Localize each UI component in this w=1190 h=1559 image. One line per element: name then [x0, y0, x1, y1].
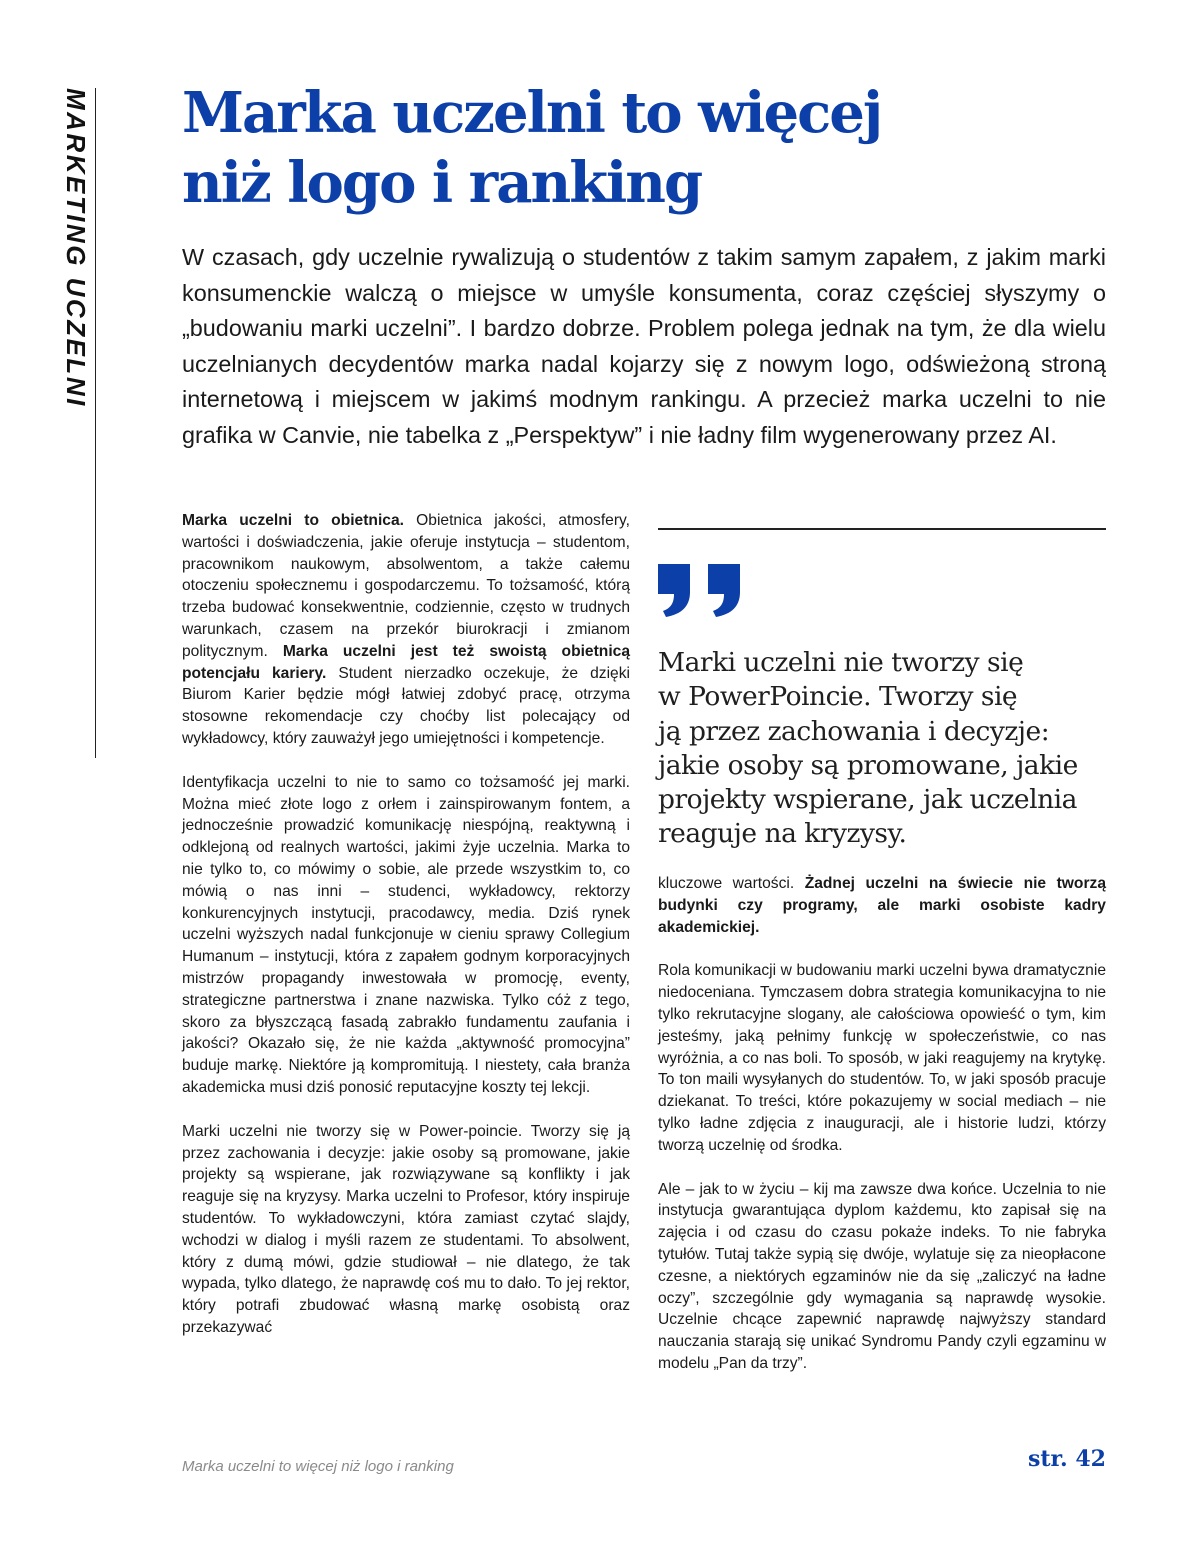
right-p1-bold: Żadnej uczelni na świecie nie tworzą budynki czy programy, ale marki osobiste kadry akademickiej.	[658, 875, 1106, 936]
pull-quote-line: projekty wspierane, jak uczelnia	[658, 784, 1077, 816]
right-column	[658, 873, 1106, 1397]
right-paragraph-1	[658, 873, 1106, 938]
left-paragraph-2: Identyfikacja uczelni to nie to samo co tożsamość jej marki. Można mieć złote logo z orłem i zainspirowanym fontem, a jednocześnie prowadzić komunikację niespójną, reaktywną i odklejoną od realnych wartości, jakimi żyje uczelnia. Marka to nie tylko to, co mówimy o sobie, ale przede wszystkim to, co mówią o nas inni – studenci, wykładowcy, rektorzy konkurencyjnych instytucji, pracodawcy, media. Dziś rynek uczelni wyższych nadal funkcjonuje w cieniu sprawy Collegium Humanum – instytucji, która z zapałem godnym korporacyjnych mistrzów propagandy inwestowała w promocję, eventy, strategiczne partnerstwa i znane nazwiska. Tylko cóż z tego, skoro za błyszczącą fasadą zabrakło fundamentu zaufania i jakości? Okazało się, że nie każda „aktywność promocyjna” buduje markę. Niektóre ją kompromitują. I niestety, cała branża akademicka musi dziś ponosić reputacyjne koszty tej lekcji.	[182, 773, 630, 1096]
left-paragraph-3: Marki uczelni nie tworzy się w Power-poincie. Tworzy się ją przez zachowania i decyzje: jakie osoby są promowane, jakie projekty są wspierane, jak rozwiązywane są konflikty i jak reaguje się na kryzysy. Marka uczelni to Profesor, który inspiruje studentów. To wykładowczyni, która zamiast czytać slajdy, wchodzi w dialog i myśli razem ze studentami. To absolwent, który z dumą mówi, gdzie studiował – nie dlatego, że tak wypada, tylko dlatego, że naprawdę coś mu to dało. To jej rektor, który potrafi zbudować własną markę osobistą oraz przekazywać	[182, 1122, 630, 1336]
pull-quote-line: jakie osoby są promowane, jakie	[658, 749, 1078, 781]
article-title-line-2: niż logo i ranking	[182, 150, 702, 216]
quote-comma-icon	[706, 562, 742, 618]
left-paragraph-1	[182, 510, 630, 750]
right-paragraph-2: Rola komunikacji w budowaniu marki uczelni bywa dramatycznie niedoceniana. Tymczasem dobra strategia komunikacyjna to nie tylko rekrutacyjne slogany, ale całościowa opowieść o tym, kim jesteśmy, jaką pełnimy funkcję w społeczeństwie, co nas wyróżnia, a co nas boli. To sposób, w jaki reagujemy na krytykę. To ton maili wysyłanych do studentów. To, w jaki sposób pracuje dziekanat. To treści, które pokazujemy w social mediach – nie tylko ładne zdjęcia z inauguracji, ale i historie ludzi, którzy tworzą uczelnię od środka.	[658, 962, 1106, 1154]
pull-quote-divider	[658, 528, 1106, 530]
right-paragraph-3: Ale – jak to w życiu – kij ma zawsze dwa końce. Uczelnia to nie instytucja gwarantująca dyplom każdemu, kto zapisał się na zajęcia i od czasu do czasu pokaże indeks. To nie fabryka tytułów. Tutaj także sypią się dwóje, wylatuje się za nieopłacone czesne, a niektórych egzaminów nie da się „zaliczyć na ładne oczy”, szczególnie gdy wymagania są naprawdę wysokie. Uczelnie chcące zapewnić naprawdę najwyższy standard nauczania starają się unikać Syndromu Pandy czyli egzaminu w modelu „Pan da trzy”.	[658, 1180, 1106, 1372]
article-title-line-1: Marka uczelni to więcej	[182, 80, 882, 146]
article-title	[182, 78, 1082, 218]
page-number: str. 42	[1027, 1446, 1106, 1472]
quote-comma-icon	[656, 562, 692, 618]
lead-paragraph: W czasach, gdy uczelnie rywalizują o studentów z takim samym zapałem, z jakim marki konsumenckie walczą o miejsce w umyśle konsumenta, coraz częściej słyszymy o „budowaniu marki uczelni”. I bardzo dobrze. Problem polega jednak na tym, że dla wielu uczelnianych decydentów marka nadal kojarzy się z nowym logo, odświeżoną stroną internetową i miejscem w jakimś modnym rankingu. A przecież marka uczelni to nie grafika w Canvie, nie tabelka z „Perspektyw” i nie ładny film wygenerowany przez AI.	[182, 244, 1106, 448]
closing-double-quote-icon	[656, 562, 742, 618]
pull-quote	[658, 646, 1106, 852]
left-column	[182, 510, 630, 1361]
pull-quote-line: w PowerPoincie. Tworzy się	[658, 681, 1018, 713]
section-label: MARKETING UCZELNI	[61, 88, 91, 408]
left-p1-bold-2: Marka uczelni jest też swoistą obietnicą potencjału kariery.	[182, 642, 631, 682]
left-p1-bold-1: Marka uczelni to obietnica.	[182, 512, 404, 529]
running-footer-title: Marka uczelni to więcej niż logo i ranking	[182, 1458, 454, 1475]
left-p1-text-2: Student nierzadko oczekuje, że dzięki Biurom Karier będzie mógł łatwiej zdobyć pracę, otrzyma stosowne rekomendacje czy choćby list polecający od wykładowcy, który zauważył jego umiejętności i kompetencje.	[182, 664, 630, 747]
right-p1-text: kluczowe wartości.	[658, 875, 805, 892]
left-p1-text-1: Obietnica jakości, atmosfery, wartości i doświadczenia, jakie oferuje instytucja – studentom, pracownikom naukowym, absolwentom, a także całemu otoczeniu społecznemu i gospodarczemu. To tożsamość, którą trzeba budować konsekwentnie, codziennie, często w trudnych warunkach, czasem na przekór biurokracji i zmianom politycznym.	[182, 512, 630, 660]
pull-quote-line: Marki uczelni nie tworzy się	[658, 647, 1024, 678]
pull-quote-line: reaguje na kryzysy.	[658, 818, 907, 850]
pull-quote-line: ją przez zachowania i decyzje:	[658, 715, 1050, 747]
section-divider	[95, 88, 96, 758]
